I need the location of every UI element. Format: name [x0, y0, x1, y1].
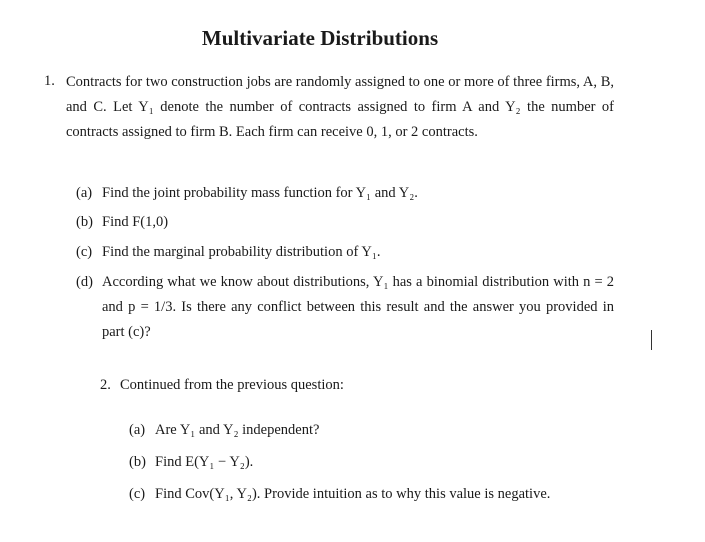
question-1-number: 1. [44, 73, 55, 89]
question-1-part-c [76, 240, 616, 265]
page-title: Multivariate Distributions [201, 26, 439, 50]
part-text: Find E(Y₁ − Y₂). [155, 454, 254, 470]
question-1-part-d [76, 270, 616, 350]
part-label: (c) [76, 244, 93, 260]
question-2-part-a [129, 418, 689, 443]
question-1-part-a [76, 181, 616, 206]
text-cursor [651, 330, 652, 350]
part-text: According what we know about distributions, Y₁ has a binomial distribution with n = 2 and p = 1/3. Is there any conflict between this result and the answer you provided in part (c)? [102, 274, 614, 340]
part-label: (d) [76, 274, 93, 290]
part-label: (a) [76, 185, 93, 201]
question-2-part-b [129, 450, 689, 475]
part-text: Find Cov(Y₁, Y₂). Provide intuition as to why this value is negative. [155, 486, 551, 502]
part-label: (b) [76, 214, 93, 230]
question-2-text: Continued from the previous question: [120, 377, 344, 393]
question-2-number: 2. [100, 377, 111, 393]
question-1-part-b [76, 210, 616, 235]
part-text: Find the marginal probability distribution of Y₁. [102, 244, 381, 260]
part-text: Find the joint probability mass function for Y₁ and Y₂. [102, 185, 418, 201]
question-1-text: Contracts for two construction jobs are randomly assigned to one or more of three firms, A, B, and C. Let Y₁ denote the number of contracts assigned to firm A and Y₂ the number of contracts assigned to firm B. Each firm can receive 0, 1, or 2 contracts. [66, 74, 614, 140]
part-label: (b) [129, 454, 146, 470]
part-label: (a) [129, 422, 146, 438]
part-text: Are Y₁ and Y₂ independent? [155, 422, 320, 438]
part-label: (c) [129, 486, 146, 502]
question-2-part-c [129, 482, 689, 507]
part-text: Find F(1,0) [102, 214, 169, 230]
